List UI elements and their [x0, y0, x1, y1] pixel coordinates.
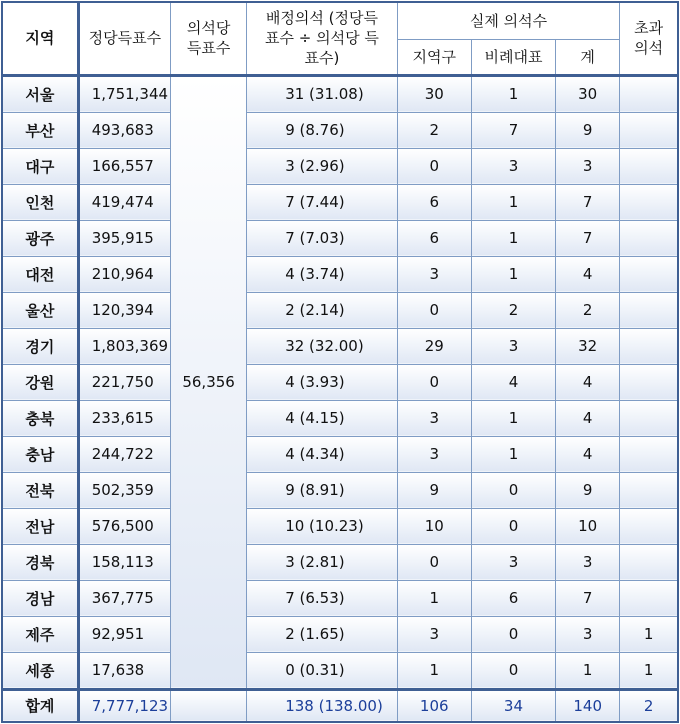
allocated-cell: 7 (7.44) [247, 184, 397, 220]
district-cell: 0 [397, 364, 471, 400]
table-row [2, 364, 678, 400]
seat-allocation-table [1, 1, 679, 723]
sum-cell: 32 [556, 328, 620, 364]
table-row [2, 112, 678, 148]
district-cell: 10 [397, 508, 471, 544]
votes-cell: 221,750 [78, 364, 170, 400]
excess-cell [620, 75, 678, 112]
allocated-cell: 9 (8.91) [247, 472, 397, 508]
table-row [2, 436, 678, 472]
district-cell: 6 [397, 184, 471, 220]
district-cell: 0 [397, 148, 471, 184]
proportional-cell: 0 [471, 472, 555, 508]
proportional-cell: 1 [471, 256, 555, 292]
district-cell: 0 [397, 292, 471, 328]
excess-cell [620, 508, 678, 544]
table-body [2, 75, 678, 722]
region-cell: 경북 [2, 544, 78, 580]
excess-cell: 1 [620, 652, 678, 689]
total-per-seat-cell [170, 689, 246, 722]
excess-cell [620, 292, 678, 328]
votes-cell: 1,751,344 [78, 75, 170, 112]
sum-cell: 2 [556, 292, 620, 328]
sum-cell: 7 [556, 220, 620, 256]
district-cell: 3 [397, 256, 471, 292]
region-cell: 전남 [2, 508, 78, 544]
district-cell: 6 [397, 220, 471, 256]
table-row [2, 184, 678, 220]
allocated-cell: 3 (2.81) [247, 544, 397, 580]
region-cell: 충남 [2, 436, 78, 472]
excess-cell [620, 328, 678, 364]
sum-cell: 4 [556, 436, 620, 472]
excess-cell [620, 544, 678, 580]
table-row [2, 652, 678, 689]
total-excess-cell: 2 [620, 689, 678, 722]
excess-cell: 1 [620, 616, 678, 652]
allocated-cell: 3 (2.96) [247, 148, 397, 184]
header-excess [620, 2, 678, 75]
allocated-cell: 4 (4.15) [247, 400, 397, 436]
allocated-cell: 4 (3.74) [247, 256, 397, 292]
header-excess-label: 초과 의석 [634, 19, 664, 58]
votes-cell: 244,722 [78, 436, 170, 472]
sum-cell: 4 [556, 400, 620, 436]
region-cell: 세종 [2, 652, 78, 689]
region-cell: 경남 [2, 580, 78, 616]
total-sum-cell: 140 [556, 689, 620, 722]
header-per-seat-label: 의석당 득표수 [186, 19, 231, 58]
table-row [2, 256, 678, 292]
allocated-cell: 32 (32.00) [247, 328, 397, 364]
district-cell: 1 [397, 652, 471, 689]
header-region: 지역 [2, 2, 78, 75]
excess-cell [620, 436, 678, 472]
sum-cell: 10 [556, 508, 620, 544]
district-cell: 3 [397, 436, 471, 472]
sum-cell: 3 [556, 544, 620, 580]
proportional-cell: 0 [471, 652, 555, 689]
excess-cell [620, 148, 678, 184]
excess-cell [620, 220, 678, 256]
sum-cell: 3 [556, 148, 620, 184]
proportional-cell: 1 [471, 184, 555, 220]
district-cell: 29 [397, 328, 471, 364]
votes-cell: 210,964 [78, 256, 170, 292]
total-votes-cell: 7,777,123 [78, 689, 170, 722]
table-row [2, 544, 678, 580]
proportional-cell: 3 [471, 544, 555, 580]
votes-cell: 166,557 [78, 148, 170, 184]
table-row [2, 508, 678, 544]
region-cell: 경기 [2, 328, 78, 364]
votes-cell: 92,951 [78, 616, 170, 652]
votes-cell: 1,803,369 [78, 328, 170, 364]
per-seat-value-cell: 56,356 [170, 75, 246, 689]
proportional-cell: 0 [471, 616, 555, 652]
sum-cell: 7 [556, 580, 620, 616]
header-sum: 계 [556, 39, 620, 75]
region-cell: 충북 [2, 400, 78, 436]
proportional-cell: 1 [471, 436, 555, 472]
sum-cell: 1 [556, 652, 620, 689]
allocated-cell: 2 (1.65) [247, 616, 397, 652]
sum-cell: 7 [556, 184, 620, 220]
header-votes: 정당득표수 [78, 2, 170, 75]
district-cell: 1 [397, 580, 471, 616]
allocated-cell: 0 (0.31) [247, 652, 397, 689]
sum-cell: 4 [556, 256, 620, 292]
table-row [2, 580, 678, 616]
sum-cell: 9 [556, 112, 620, 148]
sum-cell: 30 [556, 75, 620, 112]
allocated-cell: 4 (4.34) [247, 436, 397, 472]
district-cell: 3 [397, 400, 471, 436]
allocated-cell: 2 (2.14) [247, 292, 397, 328]
allocated-cell: 7 (7.03) [247, 220, 397, 256]
votes-cell: 367,775 [78, 580, 170, 616]
allocated-cell: 31 (31.08) [247, 75, 397, 112]
sum-cell: 4 [556, 364, 620, 400]
header-allocated [247, 2, 397, 75]
table-row [2, 148, 678, 184]
total-label-cell: 합계 [2, 689, 78, 722]
table-row [2, 400, 678, 436]
table-row [2, 472, 678, 508]
votes-cell: 120,394 [78, 292, 170, 328]
table-row [2, 328, 678, 364]
district-cell: 9 [397, 472, 471, 508]
district-cell: 30 [397, 75, 471, 112]
excess-cell [620, 364, 678, 400]
region-cell: 부산 [2, 112, 78, 148]
proportional-cell: 0 [471, 508, 555, 544]
votes-cell: 158,113 [78, 544, 170, 580]
proportional-cell: 2 [471, 292, 555, 328]
table-row [2, 616, 678, 652]
excess-cell [620, 400, 678, 436]
region-cell: 대전 [2, 256, 78, 292]
allocated-cell: 7 (6.53) [247, 580, 397, 616]
proportional-cell: 4 [471, 364, 555, 400]
excess-cell [620, 184, 678, 220]
region-cell: 서울 [2, 75, 78, 112]
header-proportional: 비례대표 [471, 39, 555, 75]
proportional-cell: 3 [471, 328, 555, 364]
proportional-cell: 6 [471, 580, 555, 616]
votes-cell: 502,359 [78, 472, 170, 508]
proportional-cell: 7 [471, 112, 555, 148]
votes-cell: 493,683 [78, 112, 170, 148]
votes-cell: 419,474 [78, 184, 170, 220]
district-cell: 0 [397, 544, 471, 580]
excess-cell [620, 256, 678, 292]
proportional-cell: 1 [471, 400, 555, 436]
header-actual: 실제 의석수 [397, 2, 620, 39]
table-row [2, 220, 678, 256]
votes-cell: 233,615 [78, 400, 170, 436]
proportional-cell: 1 [471, 220, 555, 256]
allocated-cell: 10 (10.23) [247, 508, 397, 544]
region-cell: 강원 [2, 364, 78, 400]
allocated-cell: 9 (8.76) [247, 112, 397, 148]
votes-cell: 17,638 [78, 652, 170, 689]
excess-cell [620, 580, 678, 616]
proportional-cell: 3 [471, 148, 555, 184]
region-cell: 광주 [2, 220, 78, 256]
votes-cell: 395,915 [78, 220, 170, 256]
region-cell: 제주 [2, 616, 78, 652]
header-allocated-label: 배정의석 (정당득표수 ÷ 의석당 득표수) [265, 9, 379, 68]
total-row [2, 689, 678, 722]
region-cell: 대구 [2, 148, 78, 184]
sum-cell: 9 [556, 472, 620, 508]
total-proportional-cell: 34 [471, 689, 555, 722]
table-row [2, 292, 678, 328]
excess-cell [620, 112, 678, 148]
total-district-cell: 106 [397, 689, 471, 722]
district-cell: 3 [397, 616, 471, 652]
excess-cell [620, 472, 678, 508]
proportional-cell: 1 [471, 75, 555, 112]
allocated-cell: 4 (3.93) [247, 364, 397, 400]
votes-cell: 576,500 [78, 508, 170, 544]
region-cell: 전북 [2, 472, 78, 508]
region-cell: 울산 [2, 292, 78, 328]
header-per-seat [170, 2, 246, 75]
header-district: 지역구 [397, 39, 471, 75]
region-cell: 인천 [2, 184, 78, 220]
sum-cell: 3 [556, 616, 620, 652]
table-row [2, 75, 678, 112]
total-allocated-cell: 138 (138.00) [247, 689, 397, 722]
district-cell: 2 [397, 112, 471, 148]
